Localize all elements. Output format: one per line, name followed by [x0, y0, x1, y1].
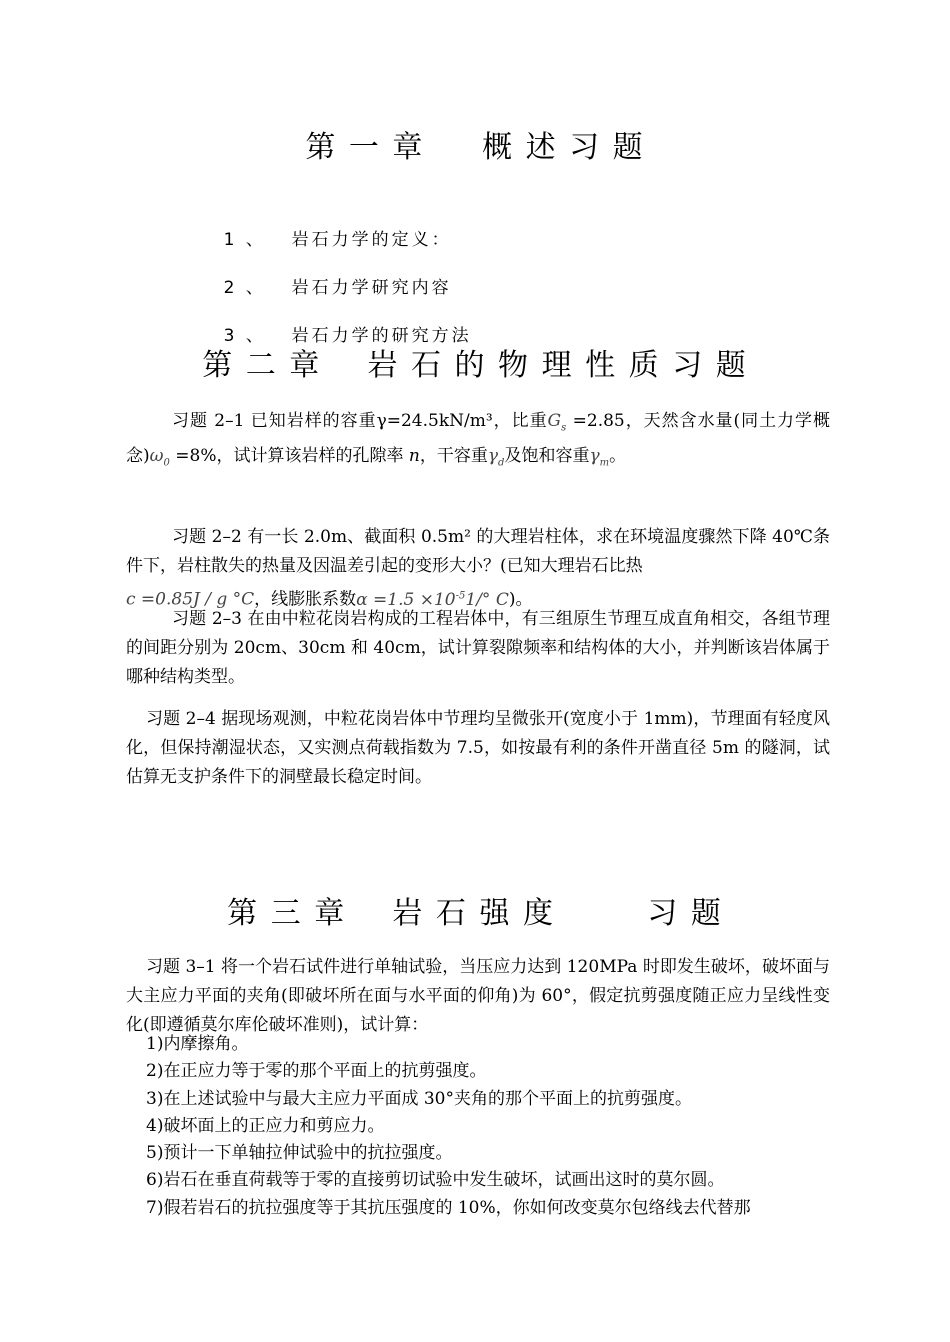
math-subscript: d: [498, 457, 505, 469]
list-item: 6)岩石在垂直荷载等于零的直接剪切试验中发生破坏，试画出这时的莫尔圆。: [146, 1170, 725, 1191]
math-symbol: α =1.5 ×10: [356, 589, 456, 610]
exercise-text: ，干容重: [419, 446, 488, 467]
chapter-2-title: 第 二 章 岩 石 的 物 理 性 质 习 题: [202, 348, 748, 383]
exercise-text: ，线膨胀系数: [254, 589, 357, 610]
item-text: 岩石力学的定义：: [291, 230, 452, 250]
math-subscript: 0: [163, 457, 170, 469]
exercise-2-1: [126, 407, 830, 478]
item-number: 2 、: [223, 278, 266, 298]
item-number: 1 、: [223, 230, 266, 250]
math-gamma-m: [589, 446, 610, 469]
exercise-text: )。: [508, 589, 533, 610]
math-gamma-d: [487, 446, 505, 469]
exercise-2-3: 习题 2–3 在由中粒花岗岩构成的工程岩体中，有三组原生节理互成直角相交，各组节理的间距分别为 20cm、30cm 和 40cm，试计算裂隙频率和结构体的大小，并判断该岩体属于哪种结构类型。: [126, 609, 830, 687]
list-item: 2)在正应力等于零的那个平面上的抗剪强度。: [146, 1061, 487, 1082]
math-symbol: γ: [487, 446, 499, 467]
math-exponent: -5: [455, 590, 466, 601]
math-gs: [547, 411, 567, 434]
exercise-text: 习题 2–1 已知岩样的容重γ=24.5kN/m³，比重: [172, 411, 548, 431]
exercise-text: =8%，试计算该岩样的孔隙率: [175, 446, 404, 467]
exercise-3-1-questions: [146, 1031, 836, 1222]
exercise-text: 习题 2–2 有一长 2.0m、截面积 0.5m² 的大理岩柱体，求在环境温度骤然下降 40℃条件下，岩柱散失的热量及因温差引起的变形大小？(已知大理岩石比热: [126, 527, 830, 576]
math-symbol: G: [547, 411, 562, 431]
item-text: 岩石力学的研究方法: [291, 326, 472, 346]
math-symbol: γ: [589, 446, 600, 467]
list-item: 3)在上述试验中与最大主应力平面成 30°夹角的那个平面上的抗剪强度。: [146, 1088, 692, 1109]
exercise-2-2: [126, 523, 830, 615]
list-item: 4)破坏面上的正应力和剪应力。: [146, 1115, 385, 1136]
exercise-2-4: 习题 2–4 据现场观测，中粒花岗岩体中节理均呈微张开(宽度小于 1mm)，节理面有轻度风化，但保持潮湿状态，又实测点荷载指数为 7.5，如按最有利的条件开凿直径 5m 的隧洞，试估算无支护条件下的洞壁最长稳定时间。: [126, 709, 830, 787]
exercise-text: 。: [609, 446, 627, 467]
math-subscript: s: [561, 422, 567, 434]
chapter-1-title: 第 一 章 概 述 习 题: [305, 130, 645, 165]
exercise-3-1: 习题 3–1 将一个岩石试件进行单轴试验，当压应力达到 120MPa 时即发生破坏，破坏面与大主应力平面的夹角(即破坏所在面与水平面的仰角)为 60°，假定抗剪强度随正应力呈线性变化(即遵循莫尔库伦破坏准则)，试计算：: [126, 957, 830, 1035]
math-symbol: ω: [149, 446, 164, 467]
exercise-text: =2.85，天然含水量(同土力学概念): [126, 411, 830, 467]
list-item: 5)预计一下单轴拉伸试验中的抗拉强度。: [146, 1143, 453, 1164]
list-item: 1)内摩擦角。: [146, 1034, 249, 1054]
math-n: n: [408, 446, 420, 467]
math-unit: 1/° C: [465, 589, 509, 610]
exercise-text: 及饱和容重: [504, 446, 590, 467]
item-text: 岩石力学研究内容: [291, 278, 452, 298]
math-subscript: m: [599, 457, 610, 469]
math-omega: [149, 446, 170, 469]
item-number: 3 、: [223, 326, 266, 346]
math-specific-heat: c =0.85J / g °C: [126, 589, 255, 610]
chapter-3-title: 第 三 章 岩 石 强 度 习 题: [227, 896, 723, 931]
list-item: 7)假若岩石的抗拉强度等于其抗压强度的 10%，你如何改变莫尔包络线去代替那: [146, 1197, 751, 1218]
